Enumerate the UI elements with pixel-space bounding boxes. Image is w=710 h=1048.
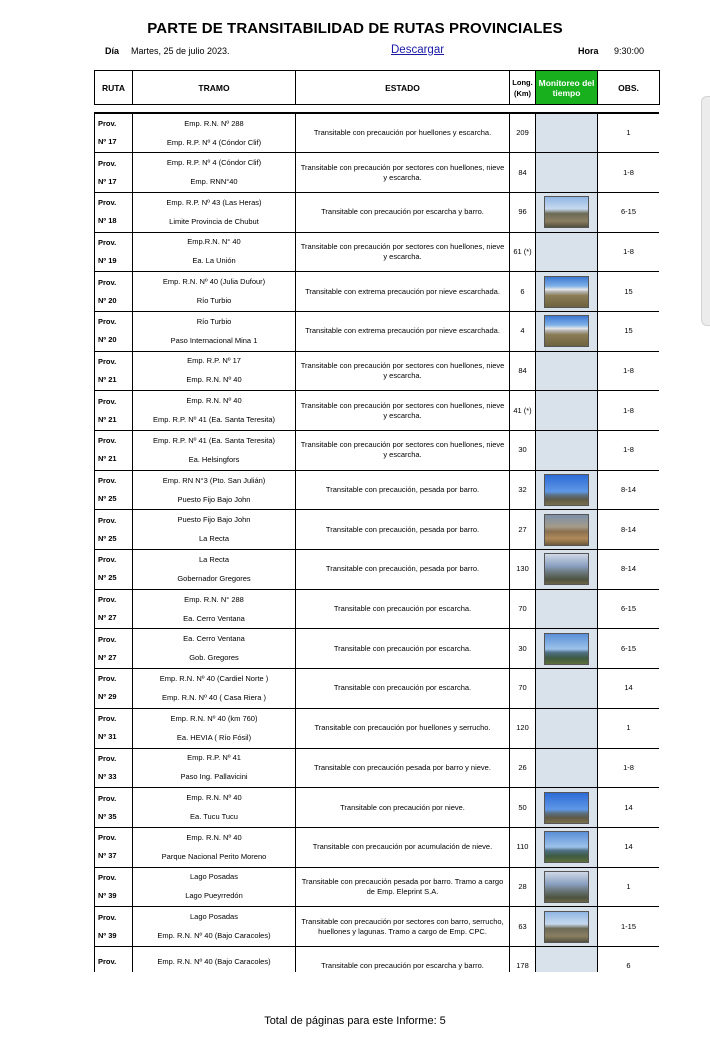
obs-cell: 14 <box>598 669 660 709</box>
header-tramo: TRAMO <box>133 71 296 105</box>
route-cell <box>95 153 133 193</box>
obs-cell: 6-15 <box>598 589 660 629</box>
length-cell: 41 (*) <box>510 391 536 431</box>
segment-to: Puesto Fijo Bajo John <box>177 494 251 504</box>
obs-cell: 6-15 <box>598 629 660 669</box>
route-prefix: Prov. <box>98 317 117 327</box>
segment-to: Ea. Helsingfors <box>188 454 240 464</box>
route-number: Nº 33 <box>98 771 117 781</box>
route-number: Nº 25 <box>98 533 117 543</box>
weather-camera-thumbnail[interactable] <box>544 474 589 506</box>
table-row <box>95 391 660 431</box>
side-scroll-tab[interactable] <box>701 96 710 326</box>
segment-from: Emp. R.P. Nº 41 <box>187 753 241 763</box>
route-prefix: Prov. <box>98 356 117 366</box>
length-cell: 84 <box>510 153 536 193</box>
weather-monitor-cell <box>536 827 598 867</box>
segment-to: Gobernador Gregores <box>177 573 251 583</box>
segment-from: Emp. R.N. Nº 40 (Julia Dufour) <box>162 277 266 287</box>
status-cell: Transitable con precaución pesada por barro y nieve. <box>296 748 510 788</box>
route-cell <box>95 510 133 550</box>
table-row <box>95 510 660 550</box>
weather-camera-thumbnail[interactable] <box>544 276 589 308</box>
length-cell: 4 <box>510 311 536 351</box>
table-header <box>94 70 660 105</box>
route-prefix: Prov. <box>98 912 117 922</box>
table-row <box>95 629 660 669</box>
obs-cell: 1-15 <box>598 907 660 947</box>
segment-from: Emp. R.N. Nº 40 (Bajo Caracoles) <box>157 956 271 966</box>
status-cell: Transitable con precaución pesada por barro. Tramo a cargo de Emp. Eleprint S.A. <box>296 867 510 907</box>
table-row <box>95 827 660 867</box>
route-cell <box>95 748 133 788</box>
segment-to: Emp. R.N. Nº 40 ( Casa Riera ) <box>161 692 266 702</box>
weather-monitor-cell <box>536 867 598 907</box>
segment-to: Ea. HEVIA ( Río Fósil) <box>176 732 252 742</box>
weather-monitor-cell <box>536 907 598 947</box>
status-cell: Transitable con extrema precaución por nieve escarchada. <box>296 272 510 312</box>
length-cell: 130 <box>510 550 536 590</box>
segment-from: Emp. R.N. Nº 40 (Cardiel Norte ) <box>159 673 269 683</box>
status-cell: Transitable con precaución, pesada por barro. <box>296 510 510 550</box>
obs-cell: 15 <box>598 311 660 351</box>
header-long: Long. (Km) <box>510 71 536 105</box>
route-number: Nº 25 <box>98 573 117 583</box>
route-number: Nº 39 <box>98 930 117 940</box>
weather-monitor-cell <box>536 470 598 510</box>
length-cell: 209 <box>510 113 536 153</box>
route-number: Nº 37 <box>98 851 117 861</box>
status-cell: Transitable con precaución por escarcha. <box>296 629 510 669</box>
route-cell <box>95 272 133 312</box>
route-prefix: Prov. <box>98 634 117 644</box>
segment-to: Ea. La Unión <box>192 256 236 266</box>
length-cell: 120 <box>510 708 536 748</box>
route-number: Nº 35 <box>98 811 117 821</box>
header-obs: OBS. <box>598 71 660 105</box>
table-row <box>95 113 660 153</box>
status-cell: Transitable con precaución por escarcha y barro. <box>296 946 510 972</box>
obs-cell: 1-8 <box>598 391 660 431</box>
length-cell: 27 <box>510 510 536 550</box>
status-cell: Transitable con precaución por sectores con huellones, nieve y escarcha. <box>296 391 510 431</box>
segment-from: Emp. R.N. Nº 40 (km 760) <box>170 713 258 723</box>
segment-from: Puesto Fijo Bajo John <box>177 515 251 525</box>
table-row <box>95 431 660 471</box>
segment-to: Gob. Gregores <box>189 653 239 663</box>
weather-monitor-cell <box>536 669 598 709</box>
length-cell: 30 <box>510 629 536 669</box>
route-prefix: Prov. <box>98 714 117 724</box>
weather-monitor-cell <box>536 113 598 153</box>
route-cell <box>95 867 133 907</box>
segment-from: Emp. R.N. Nº 40 <box>186 396 242 406</box>
segment-cell <box>133 272 296 312</box>
download-link[interactable]: Descargar <box>391 44 445 56</box>
status-cell: Transitable con precaución por sectores con huellones, nieve y escarcha. <box>296 232 510 272</box>
route-prefix: Prov. <box>98 674 117 684</box>
status-cell: Transitable con precaución por nieve. <box>296 788 510 828</box>
segment-from: Emp. R.P. Nº 17 <box>187 356 241 366</box>
segment-cell <box>133 192 296 232</box>
status-cell: Transitable con precaución por acumulación de nieve. <box>296 827 510 867</box>
route-number: Nº 39 <box>98 890 117 900</box>
route-prefix: Prov. <box>98 237 117 247</box>
segment-to: Río Turbio <box>196 296 232 306</box>
routes-table <box>94 112 659 972</box>
segment-cell <box>133 550 296 590</box>
obs-cell: 6-15 <box>598 192 660 232</box>
segment-from: Emp. R.N. N° 288 <box>184 594 244 604</box>
weather-monitor-cell <box>536 351 598 391</box>
segment-cell <box>133 946 296 972</box>
route-cell <box>95 946 133 972</box>
segment-to: Limite Provincia de Chubut <box>169 216 259 226</box>
route-number: Nº 31 <box>98 732 117 742</box>
status-cell: Transitable con precaución por escarcha y barro. <box>296 192 510 232</box>
segment-to: Emp. R.P. Nº 41 (Ea. Santa Teresita) <box>152 415 276 425</box>
page-count-footer: Total de páginas para este Informe: 5 <box>264 1015 446 1027</box>
route-cell <box>95 113 133 153</box>
routes-table-wrapper <box>94 112 659 972</box>
route-prefix: Prov. <box>98 119 117 129</box>
weather-monitor-cell <box>536 153 598 193</box>
segment-to: Emp. RNN°40 <box>190 177 238 187</box>
status-cell: Transitable con precaución por sectores con huellones, nieve y escarcha. <box>296 153 510 193</box>
route-prefix: Prov. <box>98 515 117 525</box>
table-row <box>95 470 660 510</box>
weather-monitor-cell <box>536 391 598 431</box>
segment-cell <box>133 669 296 709</box>
length-cell: 50 <box>510 788 536 828</box>
length-cell: 28 <box>510 867 536 907</box>
length-cell: 6 <box>510 272 536 312</box>
segment-from: Emp. R.P. Nº 41 (Ea. Santa Teresita) <box>152 435 276 445</box>
weather-camera-thumbnail[interactable] <box>544 633 589 665</box>
weather-monitor-cell <box>536 192 598 232</box>
obs-cell: 15 <box>598 272 660 312</box>
table-row <box>95 669 660 709</box>
route-number: Nº 18 <box>98 216 117 226</box>
route-number: Nº 17 <box>98 176 117 186</box>
obs-cell: 8-14 <box>598 510 660 550</box>
segment-to: Lago Pueyrredón <box>185 891 243 901</box>
route-number: Nº 21 <box>98 454 117 464</box>
header-monitoreo: Monitoreo del tiempo <box>536 71 598 105</box>
segment-from: Lago Posadas <box>190 912 238 922</box>
route-prefix: Prov. <box>98 158 117 168</box>
route-cell <box>95 788 133 828</box>
segment-from: Emp. R.N. Nº 40 <box>186 793 242 803</box>
segment-cell <box>133 708 296 748</box>
segment-to: Ea. Tucu Tucu <box>190 812 238 822</box>
route-prefix: Prov. <box>98 436 117 446</box>
route-cell <box>95 232 133 272</box>
segment-from: Emp. R.N. Nº 288 <box>184 118 244 128</box>
length-cell: 70 <box>510 589 536 629</box>
length-cell: 30 <box>510 431 536 471</box>
segment-from: Emp. R.P. Nº 4 (Cóndor Clif) <box>166 158 262 168</box>
route-prefix: Prov. <box>98 277 117 287</box>
segment-cell <box>133 391 296 431</box>
length-cell: 96 <box>510 192 536 232</box>
weather-camera-thumbnail[interactable] <box>544 553 589 585</box>
route-number: Nº 20 <box>98 295 117 305</box>
table-row <box>95 589 660 629</box>
obs-cell: 1-8 <box>598 351 660 391</box>
segment-cell <box>133 827 296 867</box>
weather-camera-thumbnail[interactable] <box>544 196 589 228</box>
segment-cell <box>133 589 296 629</box>
weather-monitor-cell <box>536 510 598 550</box>
segment-to: La Recta <box>198 534 230 544</box>
obs-cell: 14 <box>598 827 660 867</box>
segment-to: Paso Internacional Mina 1 <box>170 335 258 345</box>
segment-cell <box>133 470 296 510</box>
route-prefix: Prov. <box>98 595 117 605</box>
segment-cell <box>133 788 296 828</box>
weather-monitor-cell <box>536 311 598 351</box>
route-prefix: Prov. <box>98 396 117 406</box>
weather-monitor-cell <box>536 589 598 629</box>
table-row <box>95 907 660 947</box>
table-row <box>95 272 660 312</box>
segment-from: Lago Posadas <box>190 872 238 882</box>
time-label: Hora <box>578 46 599 56</box>
route-cell <box>95 827 133 867</box>
table-row <box>95 946 660 972</box>
length-cell: 61 (*) <box>510 232 536 272</box>
weather-monitor-cell <box>536 748 598 788</box>
route-prefix: Prov. <box>98 753 117 763</box>
status-cell: Transitable con precaución por escarcha. <box>296 589 510 629</box>
weather-camera-thumbnail[interactable] <box>544 514 589 546</box>
route-number: Nº 17 <box>98 137 117 147</box>
route-cell <box>95 391 133 431</box>
route-number: Nº 29 <box>98 692 117 702</box>
weather-monitor-cell <box>536 946 598 972</box>
route-prefix: Prov. <box>98 476 117 486</box>
status-cell: Transitable con precaución por escarcha. <box>296 669 510 709</box>
obs-cell: 1-8 <box>598 748 660 788</box>
date-value: Martes, 25 de julio 2023. <box>131 46 230 56</box>
route-cell <box>95 192 133 232</box>
route-number: Nº 20 <box>98 335 117 345</box>
obs-cell: 8-14 <box>598 470 660 510</box>
segment-from: La Recta <box>198 554 230 564</box>
route-cell <box>95 589 133 629</box>
table-row <box>95 708 660 748</box>
route-number: Nº 27 <box>98 613 117 623</box>
obs-cell: 14 <box>598 788 660 828</box>
route-prefix: Prov. <box>98 555 117 565</box>
route-cell <box>95 550 133 590</box>
segment-cell <box>133 351 296 391</box>
route-prefix: Prov. <box>98 957 117 967</box>
segment-cell <box>133 907 296 947</box>
status-cell: Transitable con precaución por sectores con barro, serrucho, huellones y lagunas. Tramo a cargo de Emp. CPC. <box>296 907 510 947</box>
segment-to: Emp. R.P. Nº 4 (Cóndor Clif) <box>166 137 262 147</box>
header-estado: ESTADO <box>296 71 510 105</box>
length-cell: 84 <box>510 351 536 391</box>
time-value: 9:30:00 <box>614 46 645 56</box>
segment-from: Emp.R.N. N° 40 <box>187 237 241 247</box>
segment-cell <box>133 311 296 351</box>
route-prefix: Prov. <box>98 198 117 208</box>
obs-cell: 1 <box>598 113 660 153</box>
table-row <box>95 748 660 788</box>
weather-camera-thumbnail[interactable] <box>544 831 589 863</box>
weather-monitor-cell <box>536 232 598 272</box>
route-number: Nº 27 <box>98 652 117 662</box>
segment-cell <box>133 748 296 788</box>
segment-cell <box>133 629 296 669</box>
weather-monitor-cell <box>536 431 598 471</box>
segment-from: Río Turbio <box>196 316 232 326</box>
length-cell: 178 <box>510 946 536 972</box>
segment-to: Emp. R.N. Nº 40 <box>186 375 242 385</box>
route-cell <box>95 311 133 351</box>
table-row <box>95 867 660 907</box>
weather-monitor-cell <box>536 272 598 312</box>
status-cell: Transitable con precaución, pesada por barro. <box>296 550 510 590</box>
table-row <box>95 351 660 391</box>
route-prefix: Prov. <box>98 833 117 843</box>
weather-camera-thumbnail[interactable] <box>544 315 589 347</box>
table-row <box>95 311 660 351</box>
obs-cell: 6 <box>598 946 660 972</box>
route-cell <box>95 431 133 471</box>
length-cell: 63 <box>510 907 536 947</box>
table-row <box>95 550 660 590</box>
segment-from: Emp. R.P. Nº 43 (Las Heras) <box>166 197 262 207</box>
status-cell: Transitable con precaución por sectores con huellones, nieve y escarcha. <box>296 351 510 391</box>
table-row <box>95 232 660 272</box>
route-prefix: Prov. <box>98 793 117 803</box>
weather-monitor-cell <box>536 550 598 590</box>
route-cell <box>95 708 133 748</box>
weather-monitor-cell <box>536 629 598 669</box>
length-cell: 110 <box>510 827 536 867</box>
obs-cell: 1 <box>598 867 660 907</box>
segment-cell <box>133 113 296 153</box>
weather-camera-thumbnail[interactable] <box>544 792 589 824</box>
table-row <box>95 788 660 828</box>
date-label: Día <box>105 46 120 56</box>
route-prefix: Prov. <box>98 872 117 882</box>
segment-to: Ea. Cerro Ventana <box>183 613 245 623</box>
segment-from: Ea. Cerro Ventana <box>183 634 245 644</box>
route-cell <box>95 351 133 391</box>
status-cell: Transitable con precaución por sectores con huellones, nieve y escarcha. <box>296 431 510 471</box>
weather-camera-thumbnail[interactable] <box>544 911 589 943</box>
obs-cell: 1-8 <box>598 232 660 272</box>
segment-to: Parque Nacional Perito Moreno <box>161 851 267 861</box>
weather-monitor-cell <box>536 708 598 748</box>
table-row <box>95 153 660 193</box>
segment-from: Emp. RN N°3 (Pto. San Julián) <box>162 475 266 485</box>
length-cell: 32 <box>510 470 536 510</box>
segment-cell <box>133 431 296 471</box>
route-number: Nº 21 <box>98 374 117 384</box>
status-cell: Transitable con precaución por huellones y serrucho. <box>296 708 510 748</box>
segment-from: Emp. R.N. Nº 40 <box>186 832 242 842</box>
route-number: Nº 21 <box>98 414 117 424</box>
segment-to: Paso Ing. Pallavicini <box>180 772 248 782</box>
route-cell <box>95 907 133 947</box>
weather-monitor-cell <box>536 788 598 828</box>
length-cell: 70 <box>510 669 536 709</box>
segment-to: Emp. R.N. Nº 40 (Bajo Caracoles) <box>157 931 271 941</box>
status-cell: Transitable con extrema precaución por nieve escarchada. <box>296 311 510 351</box>
header-ruta: RUTA <box>95 71 133 105</box>
route-number: Nº 25 <box>98 494 117 504</box>
status-cell: Transitable con precaución por huellones y escarcha. <box>296 113 510 153</box>
route-cell <box>95 629 133 669</box>
route-cell <box>95 669 133 709</box>
table-row <box>95 192 660 232</box>
segment-cell <box>133 510 296 550</box>
route-cell <box>95 470 133 510</box>
report-title: PARTE DE TRANSITABILIDAD DE RUTAS PROVINCIALES <box>147 20 563 37</box>
obs-cell: 1 <box>598 708 660 748</box>
length-cell: 26 <box>510 748 536 788</box>
segment-cell <box>133 153 296 193</box>
obs-cell: 8-14 <box>598 550 660 590</box>
status-cell: Transitable con precaución, pesada por barro. <box>296 470 510 510</box>
obs-cell: 1-8 <box>598 431 660 471</box>
route-number: Nº 19 <box>98 255 117 265</box>
weather-camera-thumbnail[interactable] <box>544 871 589 903</box>
segment-cell <box>133 232 296 272</box>
segment-cell <box>133 867 296 907</box>
obs-cell: 1-8 <box>598 153 660 193</box>
